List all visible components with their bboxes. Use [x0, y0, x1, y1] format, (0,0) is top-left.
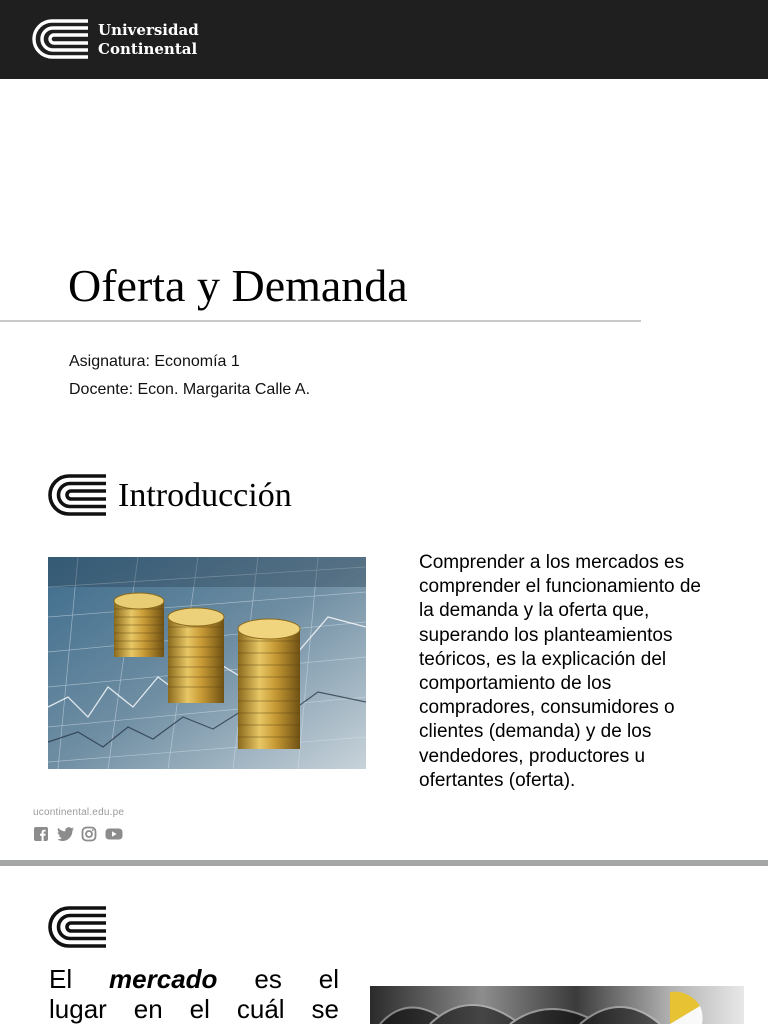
slide-divider	[0, 860, 768, 866]
instagram-icon[interactable]	[81, 826, 97, 842]
university-name	[98, 21, 199, 59]
brand-line-2: Continental	[98, 40, 198, 58]
section-logo-icon	[46, 904, 108, 950]
university-logo-icon	[30, 17, 90, 61]
slide-title: Oferta y Demanda	[68, 260, 408, 311]
website-link[interactable]: ucontinental.edu.pe	[33, 807, 125, 818]
brand-line-1: Universidad	[98, 21, 199, 39]
word: en	[133, 994, 163, 1024]
coins-on-chart-photo	[48, 557, 366, 769]
intro-paragraph: Comprender a los mercados es comprender el funcionamiento de la demanda y la oferta que, superando los planteamientos teóricos, es la explicación del comportamiento de los compradores, consumidores o clientes (demanda) y de los vendedores, productores u ofertantes (oferta).	[419, 552, 702, 791]
teacher-line: Docente: Econ. Margarita Calle A.	[69, 381, 311, 398]
section-heading: Introducción	[118, 477, 292, 514]
word: se	[311, 994, 339, 1024]
facebook-icon[interactable]	[33, 826, 49, 842]
twitter-icon[interactable]	[57, 826, 73, 842]
word: es	[254, 964, 282, 994]
word: el	[189, 994, 210, 1024]
course-meta	[69, 348, 310, 404]
section-logo-icon	[46, 472, 108, 518]
word: cuál	[236, 994, 285, 1024]
market-definition	[49, 964, 339, 1024]
market-photo	[370, 986, 744, 1024]
word: El	[49, 964, 73, 994]
word: el	[318, 964, 339, 994]
emphasis-word: mercado	[109, 964, 218, 994]
subject-line: Asignatura: Economía 1	[69, 353, 240, 370]
title-divider	[0, 320, 641, 322]
social-links	[33, 826, 121, 842]
word: lugar	[49, 994, 107, 1024]
youtube-icon[interactable]	[105, 826, 121, 842]
